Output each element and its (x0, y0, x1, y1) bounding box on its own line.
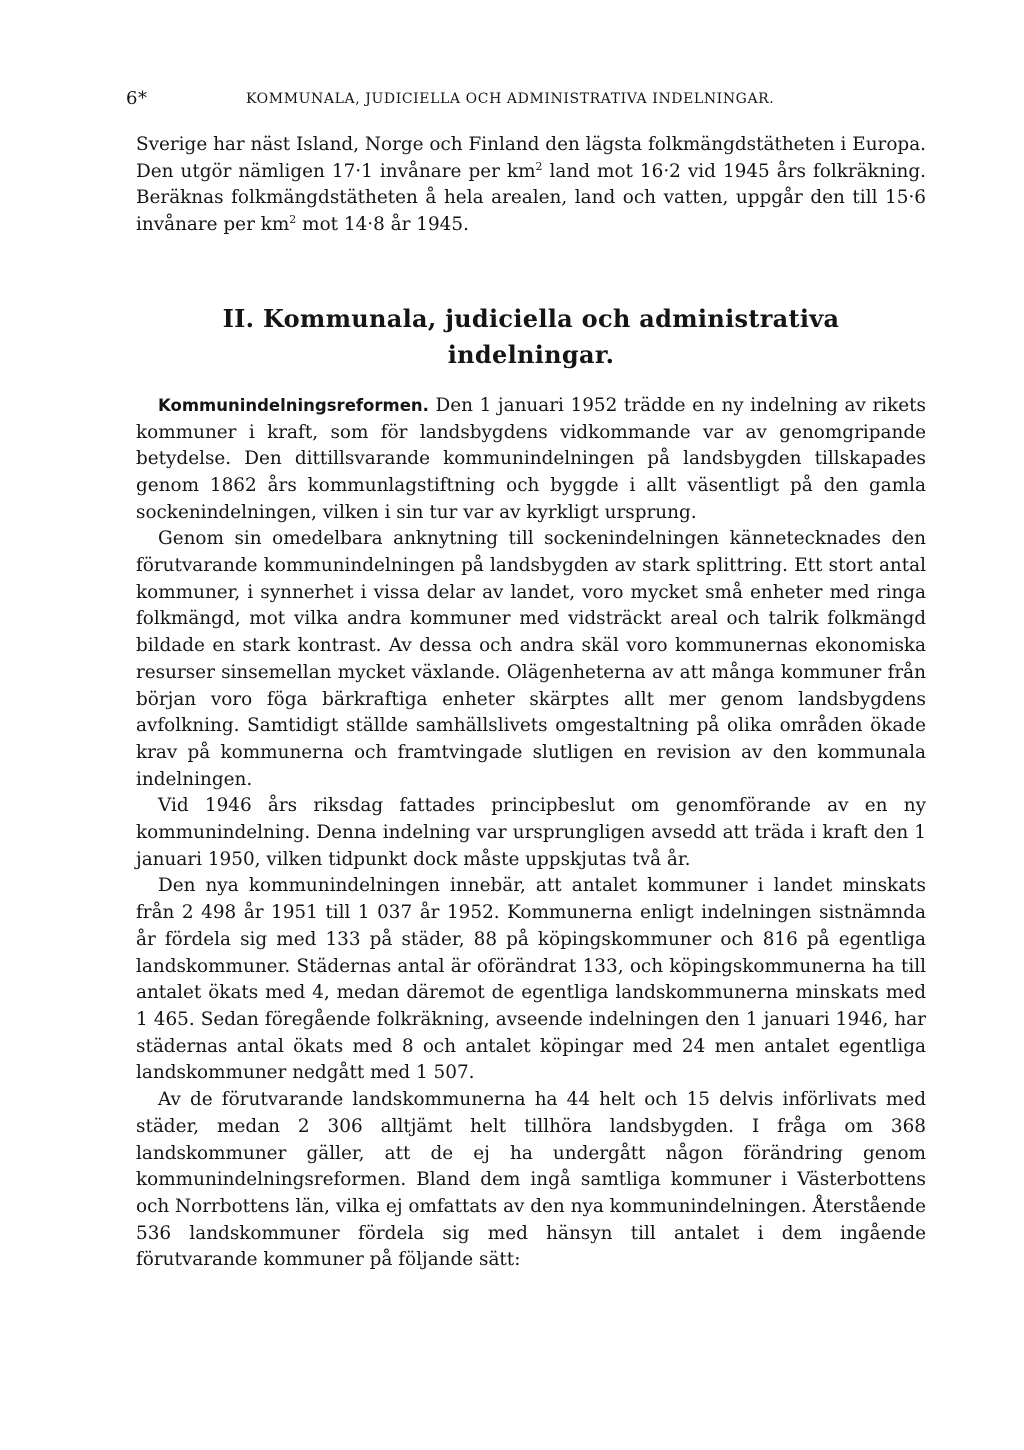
running-title: KOMMUNALA, JUDICIELLA OCH ADMINISTRATIVA INDELNINGAR. (246, 91, 775, 107)
superscript-2: 2 (289, 213, 297, 227)
intro-text-c: mot 14·8 år 1945. (296, 214, 469, 236)
running-header (126, 88, 926, 118)
chapter-title-line-1: II. Kommunala, judiciella och administrativa (222, 303, 840, 333)
body-paragraph: Genom sin omedelbara anknytning till sockenindelningen kännetecknades den förutvarande kommunindelningen på landsbygden av stark splittring. Ett stort antal kommuner, i synnerhet i vissa delar av landet, voro mycket små enheter med ringa folkmängd, mot vilka andra kommuner med vidsträckt areal och talrik folkmängd bildade en stark kontrast. Av dessa och andra skäl voro kommunernas ekonomiska resurser sinsemellan mycket växlande. Olägenheterna av att många kommuner från början voro föga bärkraftiga enheter skärptes allt mer genom landsbygdens avfolkning. Samtidigt ställde samhällslivets omgestaltning på olika områden ökade krav på kommunerna och framtvingade slutligen en revision av den kommunala indelningen. (136, 528, 926, 790)
intro-text-b: land mot 16·2 vid 1945 års folkräkning. Beräknas folkmängdstätheten å hela arealen, land och vatten, uppgår den till 15·6 invånare per km (136, 160, 926, 236)
chapter-title (136, 301, 926, 373)
section-heading: Kommunindelningsreformen. (158, 395, 429, 415)
chapter-title-line-2: indelningar. (447, 339, 615, 369)
body-paragraph: Den nya kommunindelningen innebär, att antalet kommuner i landet minskats från 2 498 år 1951 till 1 037 år 1952. Kommunerna enligt indelningen sistnämnda år fördela sig med 133 på städer, 88 på köpingskommuner och 816 på egentliga landskommuner. Städernas antal är oförändrat 133, och köpingskommunerna ha till antalet ökats med 4, medan däremot de egentliga landskommunerna minskats med 1 465. Sedan föregående folkräkning, avseende indelningen den 1 januari 1946, har städernas antal ökats med 8 och antalet köpingar med 24 men antalet egentliga landskommuner nedgått med 1 507. (136, 875, 926, 1084)
page-number: 6* (126, 88, 148, 109)
intro-paragraph (136, 132, 926, 239)
intro-text-a: Sverige har näst Island, Norge och Finland den lägsta folkmängdstätheten i Europa. Den utgör nämligen 17·1 invånare per km (136, 134, 926, 182)
paragraph-text: Den 1 januari 1952 trädde en ny indelning av rikets kommuner i kraft, som för landsbygdens vidkommande var av genomgripande betydelse. Den dittillsvarande kommunindelningen på landsbygden tillskapades genom 1862 års kommunlagstiftning och byggde i allt väsentligt på den gamla sockenindelningen, vilken i sin tur var av kyrkligt ursprung. (136, 394, 926, 523)
document-page (126, 88, 926, 1274)
body-paragraph: Av de förutvarande landskommunerna ha 44 helt och 15 delvis införlivats med städer, medan 2 306 alltjämt helt tillhöra landsbygden. I fråga om 368 landskommuner gäller, att de ej ha undergått någon förändring genom kommunindelningsreformen. Bland dem ingå samtliga kommuner i Västerbottens och Norrbottens län, vilka ej omfattats av den nya kommunindelningen. Återstående 536 landskommuner fördela sig med hänsyn till antalet i dem ingående förutvarande kommuner på följande sätt: (136, 1089, 926, 1271)
superscript-2: 2 (535, 159, 543, 173)
body-paragraph (136, 393, 926, 527)
body-paragraph: Vid 1946 års riksdag fattades principbeslut om genomförande av en ny kommunindelning. Denna indelning var ursprungligen avsedd att träda i kraft den 1 januari 1950, vilken tidpunkt dock måste uppskjutas två år. (136, 795, 926, 870)
section-kommunindelningsreformen (136, 393, 926, 1274)
